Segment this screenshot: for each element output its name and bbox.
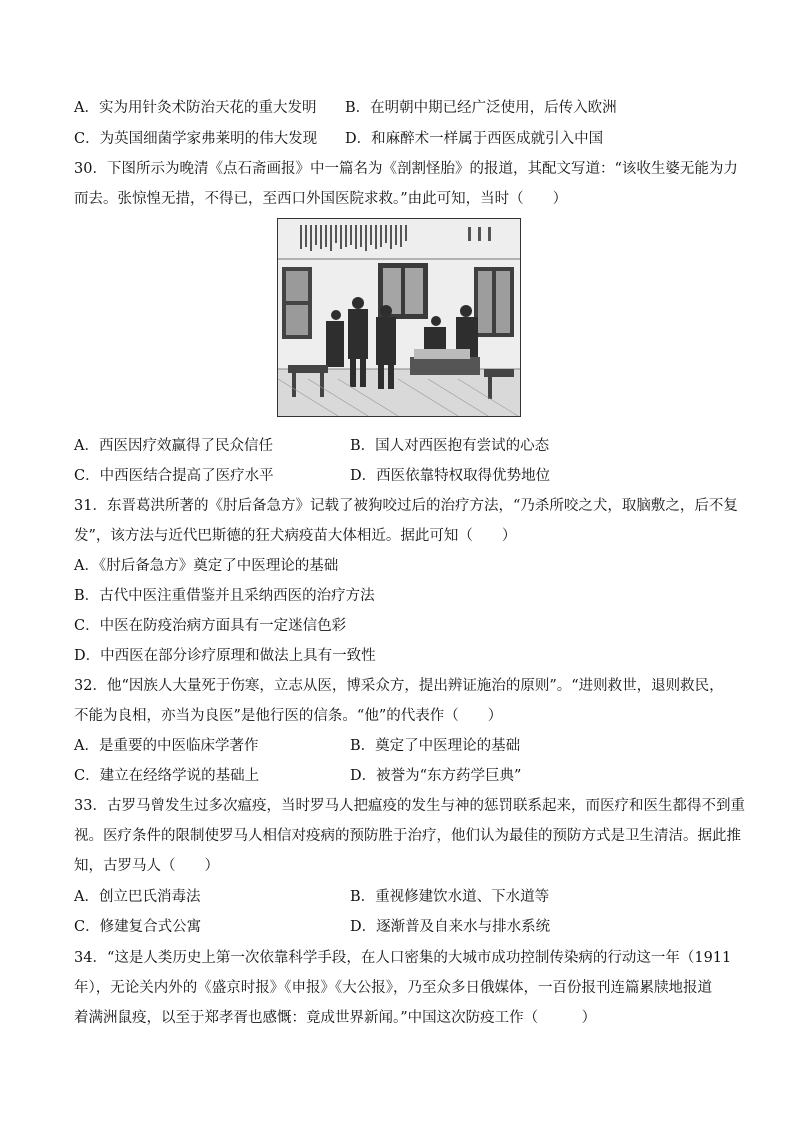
dianshizhai-illustration [277, 218, 521, 417]
q33-option-d: D．逐渐普及自来水与排水系统 [350, 919, 551, 935]
q30-option-a: A．西医因疗效赢得了民众信任 [74, 438, 273, 454]
q31-option-b: B．古代中医注重借鉴并且采纳西医的治疗方法 [74, 588, 375, 604]
q33-option-a: A．创立巴氏消毒法 [74, 889, 201, 905]
q29-option-d: D．和麻醉术一样属于西医成就引入中国 [345, 131, 604, 147]
q30-stem-line1: 30．下图所示为晚清《点石斋画报》中一篇名为《剖割怪胎》的报道，其配文写道：“该收生婆无能为力 [74, 161, 738, 177]
q30-stem-line2: 而去。张惊惶无措，不得已，至西口外国医院求救。”由此可知，当时（ ） [74, 191, 568, 207]
q32-option-b: B．奠定了中医理论的基础 [350, 738, 521, 754]
q30-option-d: D．西医依靠特权取得优势地位 [350, 468, 551, 484]
q33-stem-line1: 33．古罗马曾发生过多次瘟疫，当时罗马人把瘟疫的发生与神的惩罚联系起来，而医疗和医生都得不到重 [74, 798, 745, 814]
q32-option-c: C．建立在经络学说的基础上 [74, 768, 260, 784]
q34-stem-line3: 着满洲鼠疫，以至于郑孝胥也感慨：竟成世界新闻。”中国这次防疫工作（ ） [74, 1010, 597, 1026]
q34-stem-line2: 年），无论关内外的《盛京时报》《申报》《大公报》，乃至众多日俄媒体，一百份报刊连篇累牍地报道 [74, 980, 712, 996]
q33-stem-line2: 视。医疗条件的限制使罗马人相信对疫病的预防胜于治疗，他们认为最佳的预防方式是卫生清洁。据此推 [74, 828, 741, 844]
illustration-drawing [278, 219, 520, 416]
q34-stem-line1: 34．“这是人类历史上第一次依靠科学手段，在人口密集的大城市成功控制传染病的行动这一年（1911 [74, 950, 732, 966]
q30-option-c: C．中西医结合提高了医疗水平 [74, 468, 274, 484]
q29-option-b: B．在明朝中期已经广泛使用，后传入欧洲 [345, 100, 617, 116]
q33-option-b: B．重视修建饮水道、下水道等 [350, 889, 550, 905]
q32-stem-line2: 不能为良相，亦当为良医”是他行医的信条。“他”的代表作（ ） [74, 708, 503, 724]
q31-option-d: D．中西医在部分诊疗原理和做法上具有一致性 [74, 648, 376, 664]
q32-option-d: D．被誉为“东方药学巨典” [350, 768, 522, 784]
q33-option-c: C．修建复合式公寓 [74, 919, 202, 935]
q31-stem-line2: 发”，该方法与近代巴斯德的狂犬病疫苗大体相近。据此可知（ ） [74, 528, 517, 544]
q29-option-c: C．为英国细菌学家弗莱明的伟大发现 [74, 131, 318, 147]
q33-stem-line3: 知，古罗马人（ ） [74, 858, 219, 874]
q31-option-c: C．中医在防疫治病方面具有一定迷信色彩 [74, 618, 347, 634]
q32-option-a: A．是重要的中医临床学著作 [74, 738, 259, 754]
q29-option-a: A．实为用针灸术防治天花的重大发明 [74, 100, 317, 116]
q31-option-a: A．《肘后备急方》奠定了中医理论的基础 [74, 558, 339, 574]
q32-stem-line1: 32．他“因族人大量死于伤寒，立志从医，博采众方，提出辨证施治的原则”。“进则救世，退则救民， [74, 678, 724, 694]
q30-option-b: B．国人对西医抱有尝试的心态 [350, 438, 550, 454]
q31-stem-line1: 31．东晋葛洪所著的《肘后备急方》记载了被狗咬过后的治疗方法，“乃杀所咬之犬，取脑敷之，后不复 [74, 498, 738, 514]
